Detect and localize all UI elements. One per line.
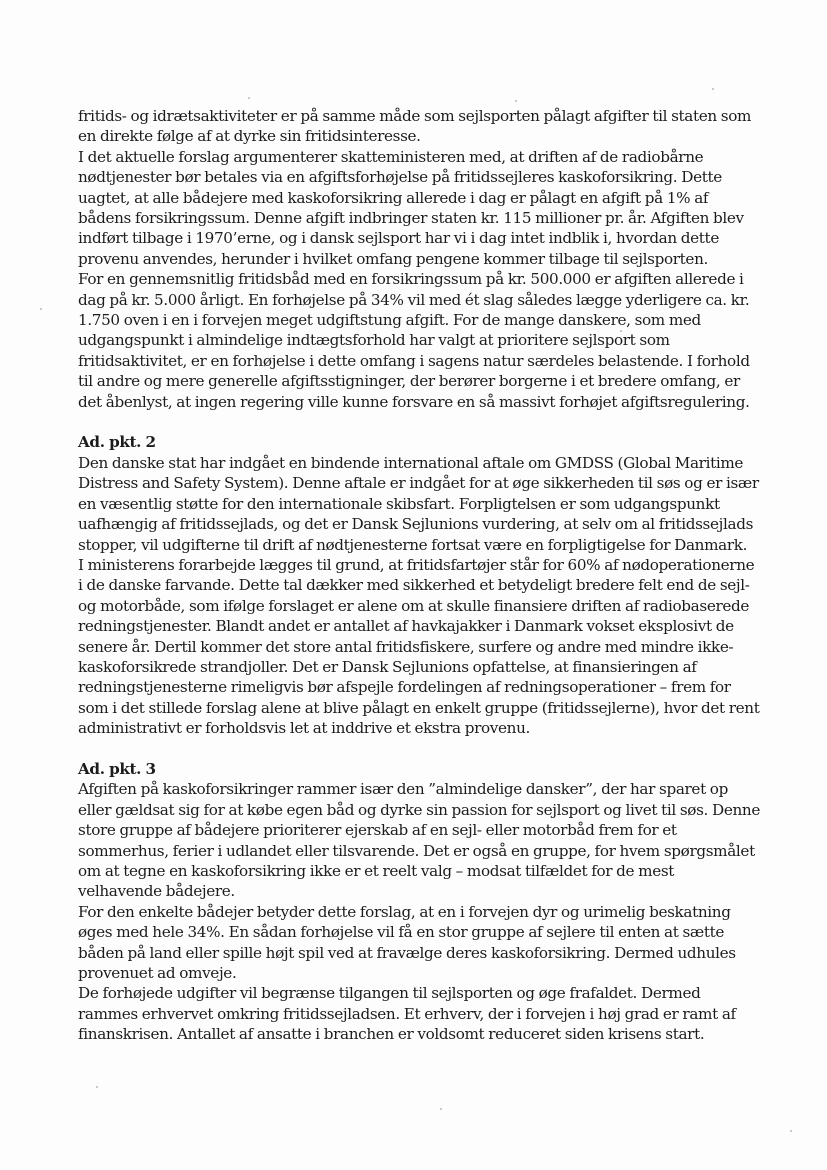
letter-body	[78, 106, 760, 1045]
section-spacer	[78, 739, 760, 759]
scan-speck	[40, 308, 42, 310]
paragraph: Afgiften på kaskoforsikringer rammer især den ”almindelige dansker”, der har sparet op eller gældsat sig for at købe egen båd og dyrke sin passion for sejlsport og livet til søs. Denne store gruppe af bådejere prioriterer ejerskab af en sejl- eller motorbåd frem for et sommerhus, ferier i udlandet eller tilsvarende. Det er også en gruppe, for hvem spørgsmålet om at tegne en kaskoforsikring ikke er et reelt valg – modsat tilfældet for de mest velhavende bådejere.	[78, 780, 760, 901]
paragraph: For den enkelte bådejer betyder dette forslag, at en i forvejen dyr og urimelig beskatning øges med hele 34%. En sådan forhøjelse vil få en stor gruppe af sejlere til enten at sætte båden på land eller spille højt spil ved at fravælge deres kaskoforsikring. Dermed udhules provenuet ad omveje.	[78, 902, 736, 983]
scan-speck	[515, 100, 517, 102]
scan-speck	[440, 1108, 442, 1110]
scan-speck	[712, 88, 714, 90]
paragraph: I det aktuelle forslag argumenterer skatteministeren med, at driften af de radiobårne nødtjenester bør betales via en afgiftsforhøjelse på fritidssejleres kaskoforsikring. Dette uagtet, at alle bådejere med kaskoforsikring allerede i dag er pålagt en afgift på 1% af bådens forsikringssum. Denne afgift indbringer staten kr. 115 millioner pr. år. Afgiften blev indført tilbage i 1970’erne, og i dansk sejlsport har vi i dag intet indblik i, hvordan dette provenu anvendes, herunder i hvilket omfang pengene kommer tilbage til sejlsporten.	[78, 147, 744, 268]
paragraph: I ministerens forarbejde lægges til grund, at fritidsfartøjer står for 60% af nødoperationerne i de danske farvande. Dette tal dækker med sikkerhed et betydeligt bredere felt end de sejl- og motorbåde, som ifølge forslaget er alene om at skulle finansiere driften af radiobaserede redningstjenester. Blandt andet er antallet af havkajakker i Danmark vokset eksplosivt de senere år. Dertil kommer det store antal fritidsfiskere, surfere og andre med mindre ikke-kaskoforsikrede strandjoller. Det er Dansk Sejlunions opfattelse, at finansieringen af redningstjenesterne rimeligvis bør afspejle fordelingen af redningsoperationer – frem for som i det stillede forslag alene at blive pålagt en enkelt gruppe (fritidssejlerne), hvor det rent administrativt er forholdsvis let at inddrive et ekstra provenu.	[78, 555, 760, 738]
paragraph: De forhøjede udgifter vil begrænse tilgangen til sejlsporten og øge frafaldet. Dermed rammes erhvervet omkring fritidssejladsen. Et erhverv, der i forvejen i høj grad er ramt af finanskrisen. Antallet af ansatte i branchen er voldsomt reduceret siden krisens start.	[78, 984, 736, 1044]
paragraph: For en gennemsnitlig fritidsbåd med en forsikringssum på kr. 500.000 er afgiften allerede i dag på kr. 5.000 årligt. En forhøjelse på 34% vil med ét slag således lægge yderligere ca. kr. 1.750 oven i en i forvejen meget udgiftstung afgift. For de mange danskere, som med udgangspunkt i almindelige indtægtsforhold har valgt at prioritere sejlsport som fritidsaktivitet, er en forhøjelse i dette omfang i sagens natur særdeles belastende. I forhold til andre og mere generelle afgiftsstigninger, der berører borgerne i et bredere omfang, er det åbenlyst, at ingen regering ville kunne forsvare en så massivt forhøjet afgiftsregulering.	[78, 270, 750, 411]
scan-speck	[96, 1086, 98, 1088]
scan-speck	[790, 1130, 792, 1132]
paragraph: fritids- og idrætsaktiviteter er på samme måde som sejlsporten pålagt afgifter til staten som en direkte følge af at dyrke sin fritidsinteresse.	[78, 107, 752, 146]
section-spacer	[78, 412, 760, 432]
section-heading: Ad. pkt. 3	[78, 759, 156, 778]
section-heading: Ad. pkt. 2	[78, 433, 156, 452]
paragraph: Den danske stat har indgået en bindende international aftale om GMDSS (Global Maritime Distress and Safety System). Denne aftale er indgået for at øge sikkerheden til søs og er især en væsentlig støtte for den internationale skibsfart. Forpligtelsen er som udgangspunkt uafhængig af fritidssejlads, og det er Dansk Sejlunions vurdering, at selv om al fritidssejlads stopper, vil udgifterne til drift af nødtjenesterne fortsat være en forpligtigelse for Danmark.	[78, 453, 759, 554]
scan-speck	[248, 97, 250, 99]
